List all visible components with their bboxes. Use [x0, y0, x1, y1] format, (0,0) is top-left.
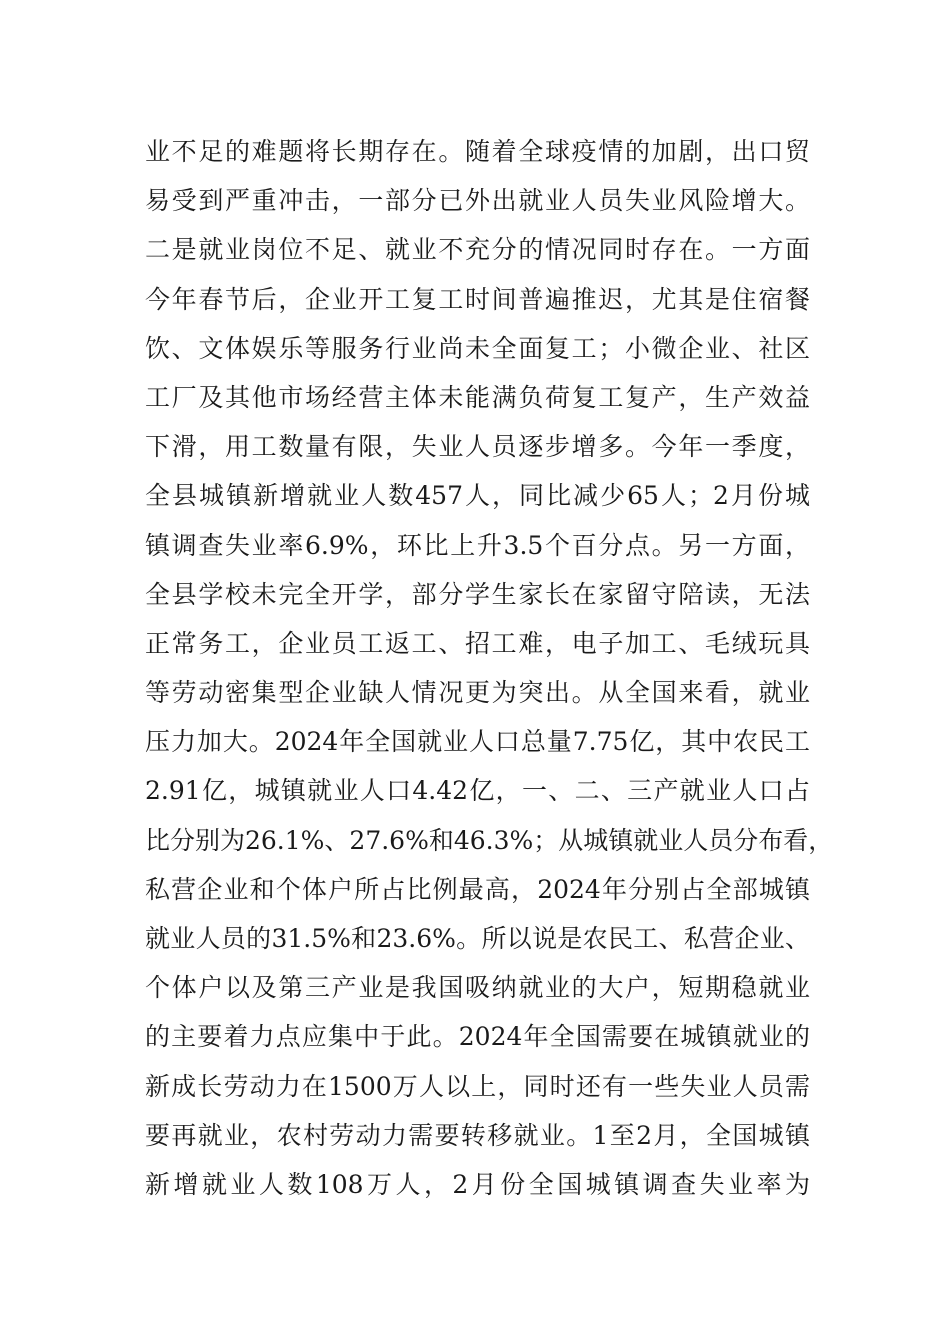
- text-line: 新成长劳动力在1500万人以上，同时还有一些失业人员需: [145, 1071, 810, 1101]
- text-line: 比分别为26.1%、27.6%和46.3%；从城镇就业人员分布看，: [145, 825, 834, 855]
- text-line: 下滑，用工数量有限，失业人员逐步增多。今年一季度，: [145, 432, 810, 462]
- text-line: 易受到严重冲击，一部分已外出就业人员失业风险增大。: [145, 186, 810, 216]
- text-line: 正常务工，企业员工返工、招工难，电子加工、毛绒玩具: [145, 628, 810, 658]
- text-line: 镇调查失业率6.9%，环比上升3.5个百分点。另一方面，: [145, 530, 810, 560]
- text-line: 全县学校未完全开学，部分学生家长在家留守陪读，无法: [145, 579, 810, 609]
- text-line: 2.91亿，城镇就业人口4.42亿，一、二、三产就业人口占: [145, 776, 810, 806]
- text-line: 等劳动密集型企业缺人情况更为突出。从全国来看，就业: [145, 678, 810, 708]
- text-line: 私营企业和个体户所占比例最高，2024年分别占全部城镇: [145, 874, 810, 904]
- text-line: 全县城镇新增就业人数457人，同比减少65人；2月份城: [145, 481, 810, 511]
- body-text: [145, 127, 834, 1209]
- text-line: 工厂及其他市场经营主体未能满负荷复工复产，生产效益: [145, 382, 810, 412]
- text-line: 的主要着力点应集中于此。2024年全国需要在城镇就业的: [145, 1022, 810, 1052]
- text-line: 就业人员的31.5%和23.6%。所以说是农民工、私营企业、: [145, 924, 810, 953]
- text-line: 压力加大。2024年全国就业人口总量7.75亿，其中农民工: [145, 727, 810, 757]
- text-line: 新增就业人数108万人，2月份全国城镇调查失业率为: [145, 1169, 810, 1199]
- text-line: 业不足的难题将长期存在。随着全球疫情的加剧，出口贸: [145, 137, 810, 166]
- text-line: 饮、文体娱乐等服务行业尚未全面复工；小微企业、社区: [145, 333, 810, 363]
- text-line: 要再就业，农村劳动力需要转移就业。1至2月，全国城镇: [145, 1120, 810, 1150]
- text-line: 个体户以及第三产业是我国吸纳就业的大户，短期稳就业: [145, 973, 810, 1003]
- text-line: 今年春节后，企业开工复工时间普遍推迟，尤其是住宿餐: [145, 284, 810, 314]
- text-line: 二是就业岗位不足、就业不充分的情况同时存在。一方面: [145, 235, 810, 265]
